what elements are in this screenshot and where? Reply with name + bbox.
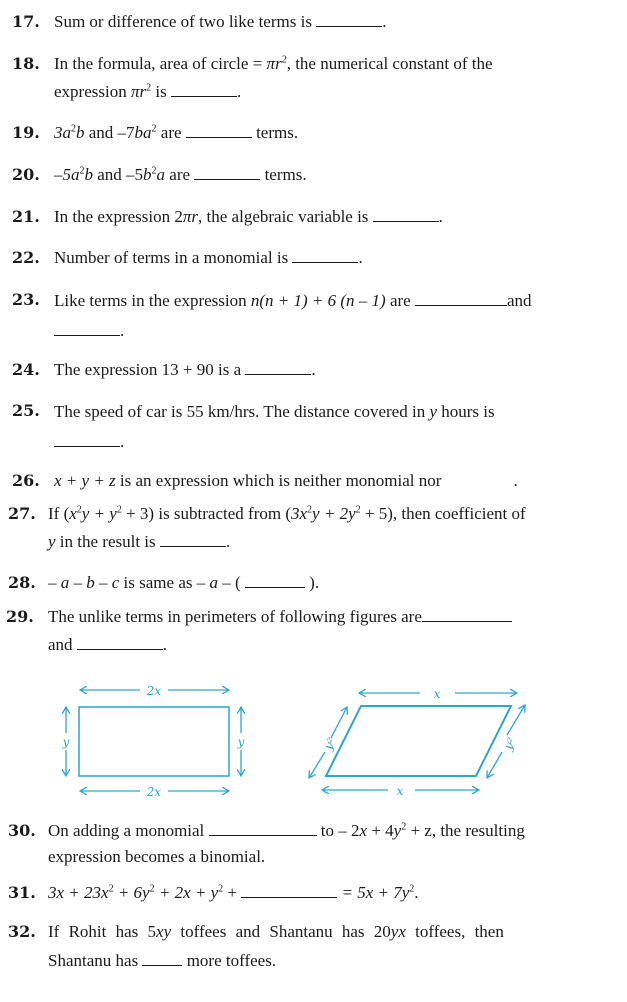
question-number: 31. — [8, 883, 36, 902]
question-number: 32. — [8, 922, 36, 941]
answer-blank[interactable] — [54, 432, 120, 447]
question-number: 30. — [8, 821, 36, 840]
parallelogram-figure — [309, 693, 525, 790]
rect-bottom-label: 2x — [146, 785, 162, 799]
rectangle-figure — [66, 690, 241, 791]
answer-blank[interactable] — [171, 82, 237, 97]
question-number: 25. — [12, 401, 40, 420]
question-number: 19. — [12, 123, 40, 142]
question-text: If Rohit has 5xy toffees and Shantanu has 20yx toffees, then Shantanu has more toffees. — [48, 922, 504, 970]
answer-blank[interactable] — [194, 165, 260, 180]
question-number: 23. — [12, 290, 40, 309]
question-text: The speed of car is 55 km/hrs. The distance covered in y hours is . — [54, 402, 495, 451]
question-number: 27. — [8, 504, 36, 523]
question-text: x + y + z is an expression which is neither monomial nor . — [54, 471, 518, 490]
question-text: In the formula, area of circle = $\pi r^2$, the numerical constant of the expression $\pi r^2$ is . — [54, 54, 493, 101]
question-number: 29. — [6, 607, 34, 626]
rect-top-label: 2x — [146, 684, 162, 698]
rect-left-label: y — [62, 735, 70, 749]
answer-blank-2[interactable] — [54, 321, 120, 336]
answer-blank-1[interactable] — [415, 291, 507, 306]
question-text: If $(x^2y + y^2 + 3)$ is subtracted from $(3x^2y + 2y^2 + 5)$, then coefficient of y in the result is . — [48, 504, 526, 551]
question-number: 17. — [12, 12, 40, 31]
answer-blank[interactable] — [241, 883, 337, 898]
answer-blank[interactable] — [292, 248, 358, 263]
perimeter-figures — [0, 668, 627, 808]
answer-blank-2[interactable] — [77, 635, 163, 650]
answer-blank-1[interactable] — [422, 607, 512, 622]
question-text: Sum or difference of two like terms is . — [54, 12, 387, 31]
question-number: 22. — [12, 248, 40, 267]
para-left-label: y² — [321, 735, 339, 753]
answer-blank[interactable] — [373, 207, 439, 222]
question-text: – a – b – c is same as – a – ( ). — [48, 573, 320, 592]
question-text: $3x + 23x^2 + 6y^2 + 2x + y^2$ + = $5x + 7y^2$. — [48, 883, 419, 902]
answer-blank[interactable] — [245, 360, 311, 375]
answer-blank[interactable] — [316, 12, 382, 27]
question-text: $-5a^2b$ and $-5b^2a$ are terms. — [54, 165, 307, 184]
answer-blank[interactable] — [142, 951, 182, 966]
question-number: 18. — [12, 54, 40, 73]
question-text: The unlike terms in perimeters of following figures are and . — [48, 603, 599, 659]
answer-blank[interactable] — [245, 573, 305, 588]
question-text: $3a^2b$ and $-7ba^2$ are terms. — [54, 123, 299, 142]
answer-blank[interactable] — [209, 821, 317, 836]
rect-right-label: y — [237, 735, 245, 749]
figure-svg — [0, 668, 627, 808]
answer-blank[interactable] — [186, 123, 252, 138]
question-text: On adding a monomial to – $2x + 4y^2 + z$, the resulting expression becomes a binomial. — [48, 821, 525, 866]
question-number: 24. — [12, 360, 40, 379]
para-right-label: y² — [501, 735, 519, 753]
question-number: 20. — [12, 165, 40, 184]
para-top-label: x — [433, 687, 441, 701]
question-number: 28. — [8, 573, 36, 592]
question-number: 21. — [12, 207, 40, 226]
question-text: In the expression 2πr, the algebraic variable is . — [54, 207, 443, 226]
question-text: Number of terms in a monomial is . — [54, 248, 363, 267]
para-bottom-label: x — [396, 784, 404, 798]
question-number: 26. — [12, 471, 40, 490]
question-text: The expression 13 + 90 is a . — [54, 360, 316, 379]
answer-blank[interactable] — [160, 532, 226, 547]
question-text: Like terms in the expression n(n + 1) + 6 (n – 1) are and . — [54, 291, 532, 340]
